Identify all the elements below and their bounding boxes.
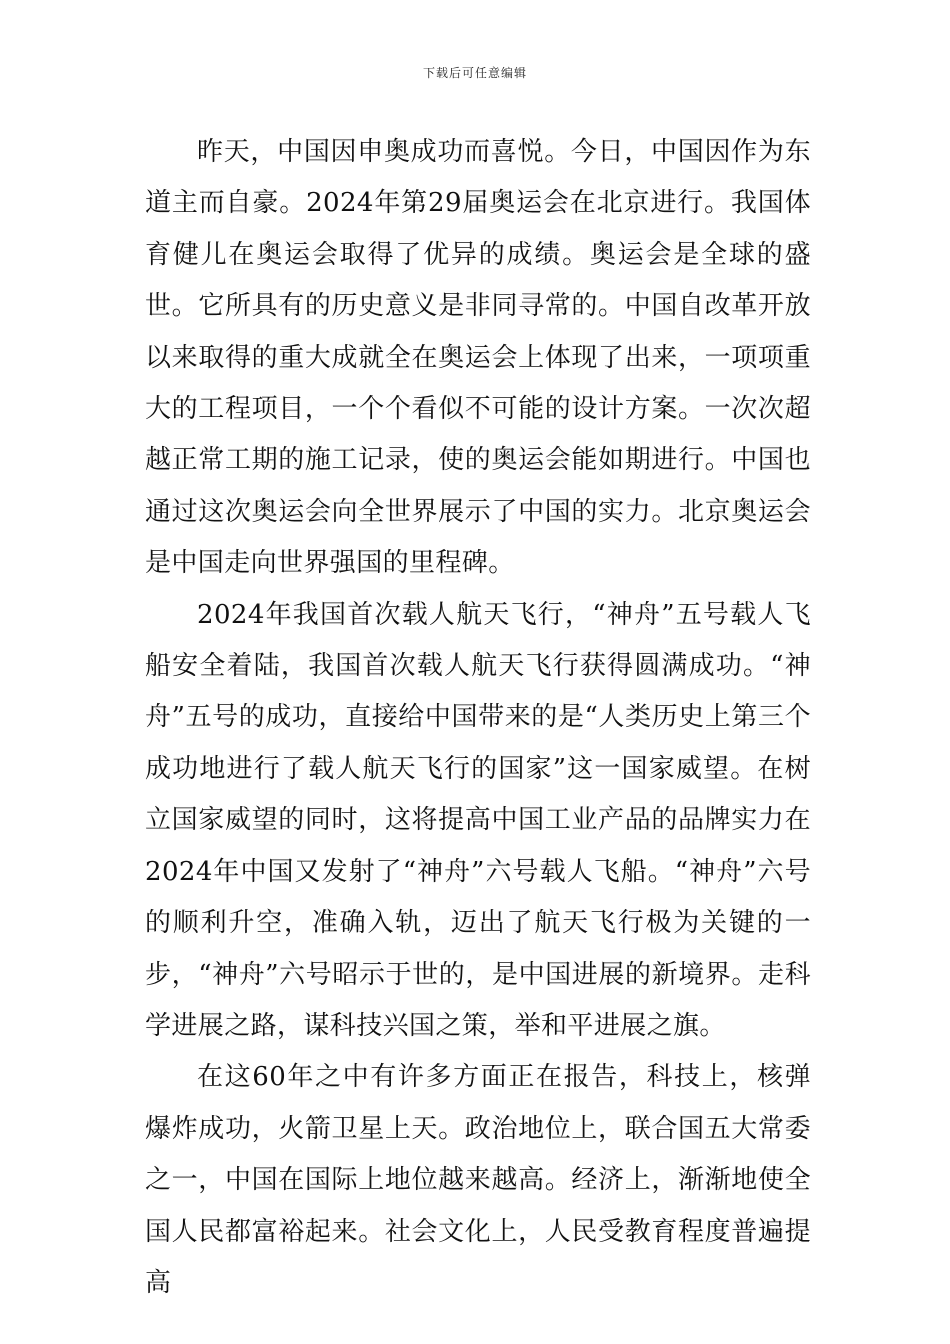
body-text — [145, 127, 811, 1309]
paragraph-shenzhou: 2024年我国首次载人航天飞行，“神舟”五号载人飞船安全着陆，我国首次载人航天飞行获得圆满成功。“神舟”五号的成功，直接给中国带来的是“人类历史上第三个成功地进行了载人航天飞行的国家”这一国家威望。在树立国家威望的同时，这将提高中国工业产品的品牌实力在2024年中国又发射了“神舟”六号载人飞船。“神舟”六号的顺利升空，准确入轨，迈出了航天飞行极为关键的一步，“神舟”六号昭示于世的，是中国进展的新境界。走科学进展之路，谋科技兴国之策，举和平进展之旗。 — [145, 599, 811, 1041]
paragraph-sixty-years: 在这60年之中有许多方面正在报告，科技上，核弹爆炸成功，火箭卫星上天。政治地位上，联合国五大常委之一，中国在国际上地位越来越高。经济上，渐渐地使全国人民都富裕起来。社会文化上，人民受教育程度普遍提高 — [145, 1062, 811, 1298]
paragraph-olympics: 昨天，中国因申奥成功而喜悦。今日，中国因作为东道主而自豪。2024年第29届奥运会在北京进行。我国体育健儿在奥运会取得了优异的成绩。奥运会是全球的盛世。它所具有的历史意义是非同寻常的。中国自改革开放以来取得的重大成就全在奥运会上体现了出来，一项项重大的工程项目，一个个看似不可能的设计方案。一次次超越正常工期的施工记录，使的奥运会能如期进行。中国也通过这次奥运会向全世界展示了中国的实力。北京奥运会是中国走向世界强国的里程碑。 — [145, 137, 811, 579]
header-note: 下载后可任意编辑 — [422, 66, 527, 80]
